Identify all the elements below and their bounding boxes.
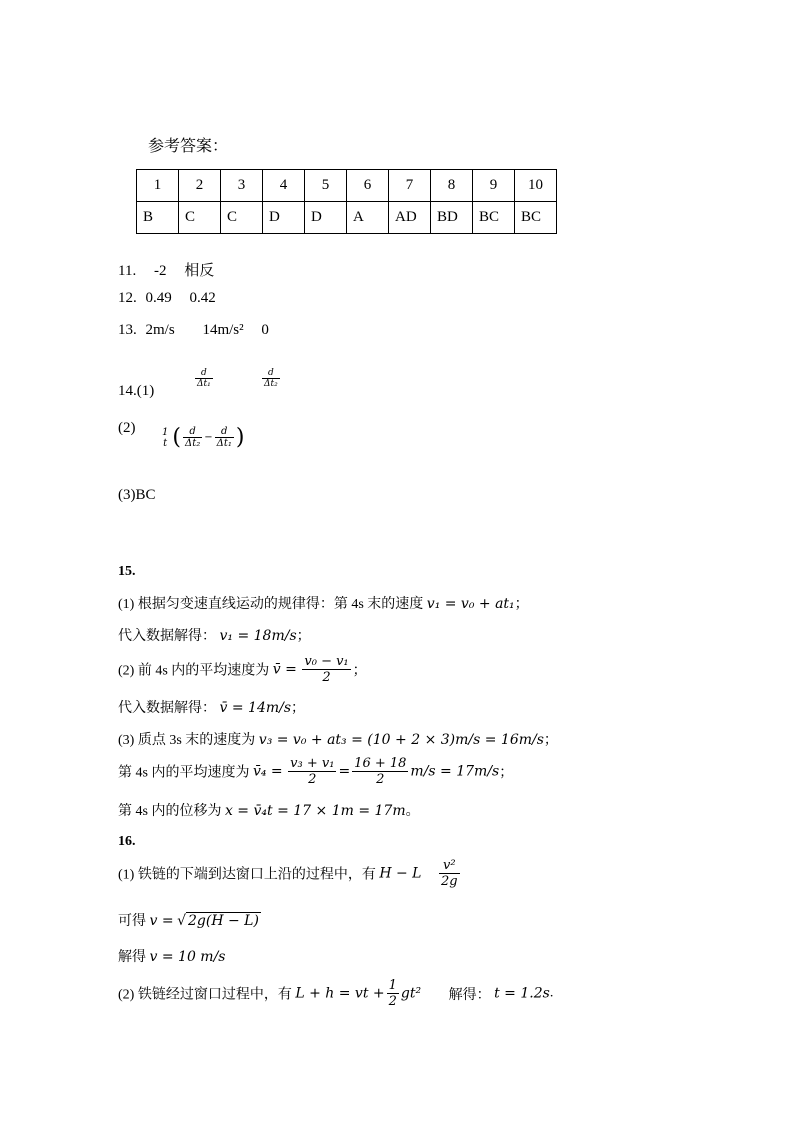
question-16-number: 16. — [118, 834, 136, 849]
table-cell: 1 — [137, 170, 179, 202]
table-cell: D — [305, 202, 347, 234]
question-number: 12. — [118, 290, 137, 306]
fraction-numerator: 1 — [162, 426, 169, 438]
q15-line-1 — [118, 593, 529, 613]
table-cell: 10 — [515, 170, 557, 202]
answer-12 — [118, 290, 216, 307]
fraction-numerator: d — [267, 368, 274, 378]
table-cell: BC — [515, 202, 557, 234]
line-text: (1) 铁链的下端到达窗口上沿的过程中，有 — [118, 867, 376, 883]
answer-14-part3: (3)BC — [118, 487, 156, 503]
formula: v = 10 m/s — [149, 949, 226, 965]
table-cell: 2 — [179, 170, 221, 202]
table-cell: B — [137, 202, 179, 234]
answer-table — [136, 169, 557, 234]
answer-14-part2-expression: 1 t ( $\frac{d}{\text{Δt₂}}$ − $\frac{d}{\text{Δt₁}}$ ) — [162, 425, 245, 450]
answer-13 — [118, 322, 269, 339]
punctuation: ； — [514, 597, 529, 612]
punctuation: ； — [499, 765, 514, 781]
fraction-numerator: d — [200, 368, 207, 378]
answer-value: 2m/s — [145, 322, 175, 338]
line-text: 解得： — [448, 987, 491, 1003]
answer-value: -2 — [153, 263, 167, 279]
sqrt-symbol: √ — [177, 913, 187, 929]
fraction-denominator: Δt₁ — [216, 438, 232, 449]
answer-value: 相反 — [184, 263, 215, 279]
line-text: 第 4s 内的位移为 — [118, 804, 222, 819]
formula: m/s = 17m/s — [410, 763, 500, 780]
fraction-denominator: 2 — [302, 669, 350, 685]
answer-value: 0 — [261, 322, 269, 338]
q15-line-5 — [118, 729, 558, 749]
punctuation: 。 — [405, 804, 420, 819]
line-text: (2) 铁链经过窗口过程中，有 — [118, 987, 292, 1003]
table-cell: 5 — [305, 170, 347, 202]
fraction-denominator: 2 — [388, 994, 397, 1009]
line-text: 代入数据解得： — [118, 629, 216, 644]
punctuation: ； — [352, 663, 367, 679]
fraction-numerator: v₀ − v₁ — [304, 654, 349, 669]
table-row — [137, 202, 557, 234]
table-cell: 9 — [473, 170, 515, 202]
table-cell: 8 — [431, 170, 473, 202]
line-text: 代入数据解得： — [118, 701, 216, 716]
line-text: (2) 前 4s 内的平均速度为 — [118, 663, 270, 679]
table-cell: 4 — [263, 170, 305, 202]
question-number: 11. — [118, 263, 137, 279]
question-number: 13. — [118, 322, 137, 338]
formula: v̄ = 14m/s — [219, 700, 292, 716]
answer-11 — [118, 259, 214, 280]
fraction-denominator: Δt₂ — [264, 379, 278, 389]
fraction-denominator: Δt₂ — [184, 438, 201, 449]
formula: v₃ = v₀ + at₃ = (10 + 2 × 3)m/s = 16m/s — [258, 732, 544, 748]
fraction-numerator: d — [189, 426, 196, 437]
q15-line-3 — [118, 654, 367, 685]
line-text: 第 4s 内的平均速度为 — [118, 765, 250, 781]
answer-value: 14m/s² — [202, 322, 244, 338]
table-cell: 7 — [389, 170, 431, 202]
answer-14-part2-label: (2) — [118, 420, 136, 436]
table-cell: 6 — [347, 170, 389, 202]
formula: v̄ = — [272, 661, 297, 678]
fraction-numerator: d — [221, 426, 228, 437]
q15-line-4 — [118, 697, 305, 717]
formula: 2g(H − L) — [188, 913, 259, 929]
table-cell: C — [221, 202, 263, 234]
line-text: (1) 根据匀变速直线运动的规律得：第 4s 末的速度 — [118, 597, 424, 612]
q16-line-3 — [118, 946, 225, 966]
fraction-denominator: t — [163, 437, 168, 449]
fraction-numerator: 1 — [388, 978, 397, 993]
table-cell: AD — [389, 202, 431, 234]
table-cell: BD — [431, 202, 473, 234]
punctuation: ； — [291, 701, 306, 716]
q16-line-1 — [118, 858, 462, 889]
fraction-denominator: 2 — [352, 771, 408, 787]
line-text: 解得 — [118, 950, 146, 965]
punctuation: . — [549, 985, 554, 1001]
punctuation: ； — [296, 629, 311, 644]
fraction-denominator: 2 — [288, 771, 336, 787]
line-text: (3) 质点 3s 末的速度为 — [118, 733, 256, 748]
answer-14-fraction-1 — [193, 368, 215, 389]
table-cell: 3 — [221, 170, 263, 202]
q16-line-2 — [118, 910, 261, 930]
formula: L + h = vt + — [295, 985, 385, 1002]
q16-line-4 — [118, 978, 553, 1009]
table-cell: A — [347, 202, 389, 234]
q15-line-7 — [118, 800, 420, 820]
question-15-number: 15. — [118, 564, 136, 579]
formula: v₁ = 18m/s — [219, 628, 297, 644]
fraction-denominator: 2g — [440, 874, 458, 889]
fraction-numerator: 16 + 18 — [354, 756, 407, 771]
answer-value: 0.42 — [189, 290, 216, 306]
formula: v₁ = v₀ + at₁ — [426, 596, 515, 612]
formula: x = v̄₄t = 17 × 1m = 17m — [224, 803, 406, 819]
formula: v̄₄ = — [252, 763, 283, 780]
q15-line-6 — [118, 756, 513, 787]
fraction-denominator: Δt₁ — [197, 379, 211, 389]
line-text: 可得 — [118, 914, 146, 929]
table-cell: BC — [473, 202, 515, 234]
answer-14-fraction-2 — [260, 368, 282, 389]
formula: t = 1.2s — [494, 985, 550, 1002]
formula: = — [338, 763, 351, 780]
fraction-numerator: v² — [442, 858, 456, 873]
answer-value: 0.49 — [145, 290, 172, 306]
table-cell: C — [179, 202, 221, 234]
table-row — [137, 170, 557, 202]
formula: gt² — [400, 985, 422, 1002]
fraction-numerator: v₃ + v₁ — [290, 756, 335, 771]
formula: H − L — [379, 865, 422, 882]
table-cell: D — [263, 202, 305, 234]
answer-14-part1-label: 14.(1) — [118, 383, 155, 399]
answer-key-title: 参考答案： — [148, 138, 229, 155]
q15-line-2 — [118, 625, 311, 645]
punctuation: ； — [543, 733, 558, 748]
formula: v = — [149, 913, 174, 929]
